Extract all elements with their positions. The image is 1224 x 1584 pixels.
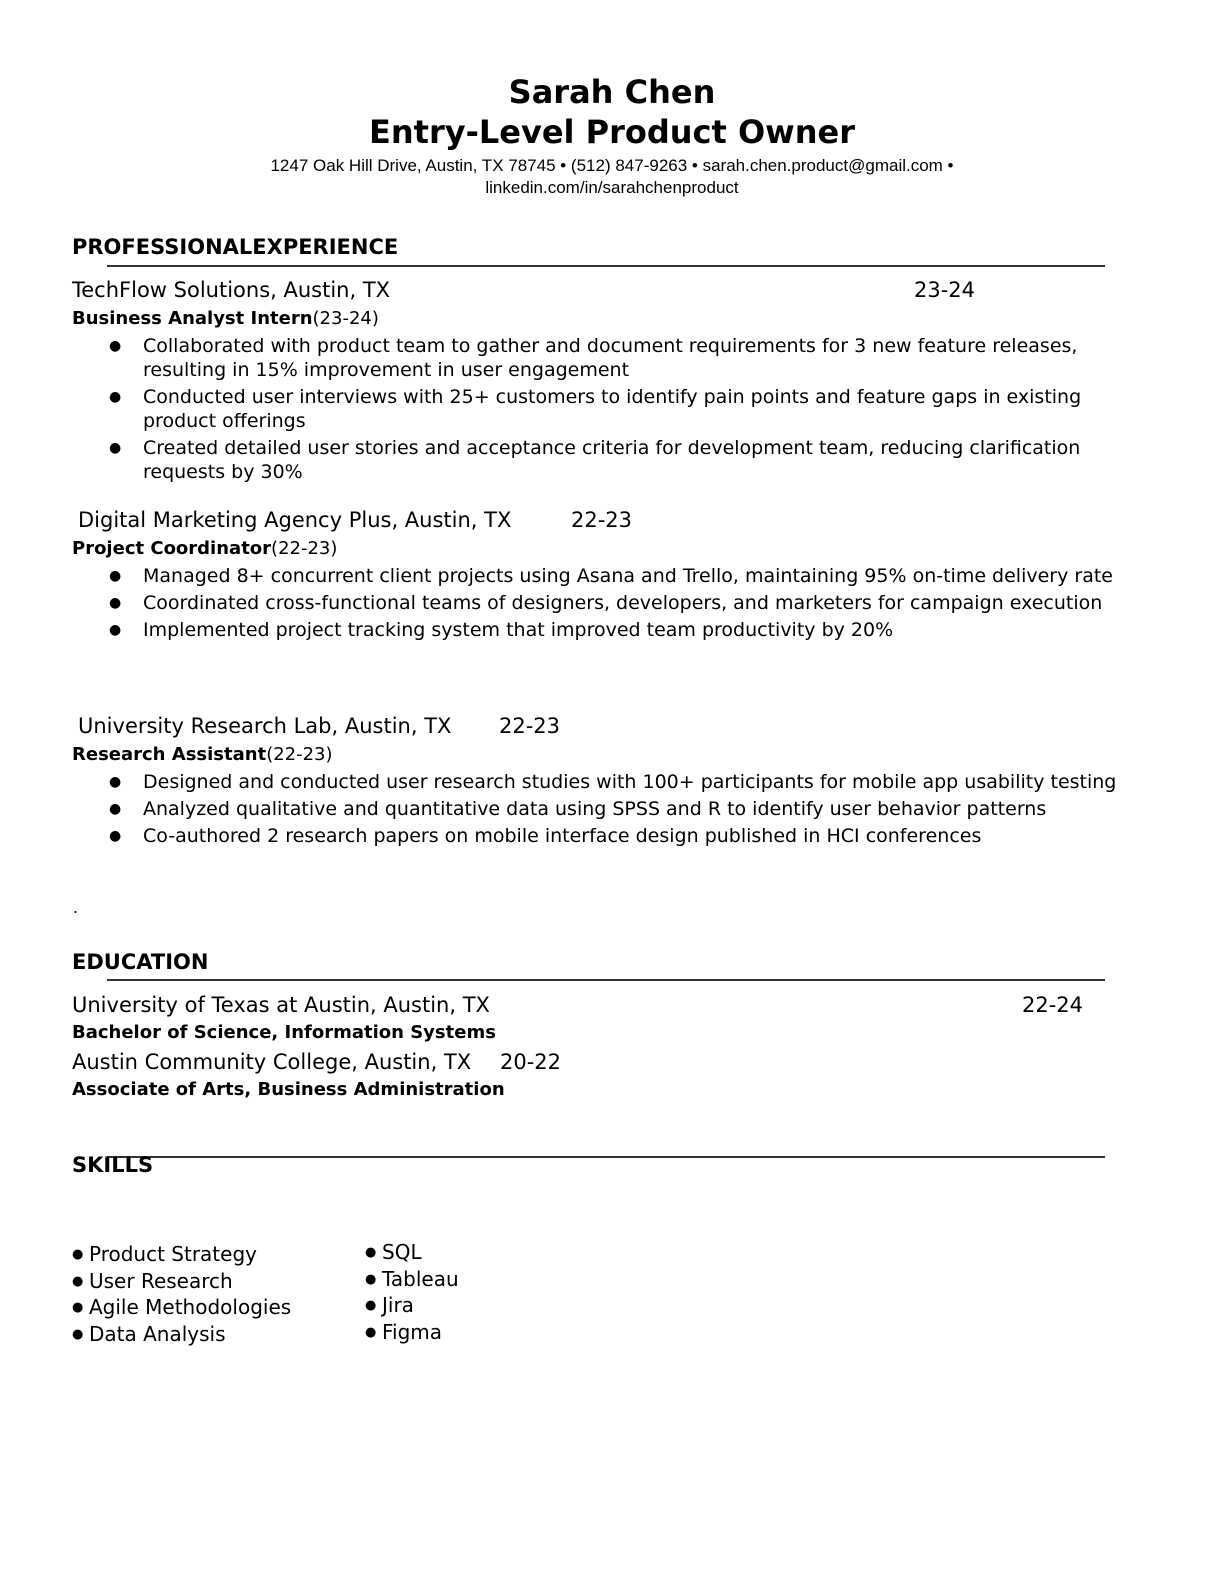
bullet-item	[107, 436, 1137, 484]
bullet-text: Conducted user interviews with 25+ customers to identify pain points and feature gaps in existing product offerings	[143, 386, 1082, 432]
section-heading-skills: SKILLS	[72, 1153, 154, 1177]
skill-label: Agile Methodologies	[89, 1295, 292, 1319]
bullet-text: Analyzed qualitative and quantitative data using SPSS and R to identify user behavior patterns	[143, 798, 1047, 820]
bullet-icon: ●	[109, 338, 122, 354]
bullet-item	[107, 824, 1137, 848]
job-role-dates: (22-23)	[271, 538, 338, 559]
job-role-dates: (23-24)	[312, 308, 379, 329]
candidate-title: Entry-Level Product Owner	[369, 113, 855, 151]
job-organization: Digital Marketing Agency Plus, Austin, TX	[78, 508, 512, 532]
bullet-icon: ●	[365, 1324, 377, 1340]
bullet-icon: ●	[109, 440, 122, 456]
contact-info-line2: linkedin.com/in/sarahchenproduct	[485, 178, 739, 197]
school-dates: 22-24	[1022, 993, 1084, 1017]
bullet-icon: ●	[365, 1245, 377, 1260]
bullet-item	[107, 334, 1137, 382]
skill-item	[72, 1241, 291, 1268]
job-bullets	[107, 770, 1137, 851]
skill-label: Figma	[382, 1319, 443, 1344]
skill-label: Data Analysis	[89, 1321, 226, 1346]
bullet-icon: ●	[72, 1247, 84, 1262]
job-organization: TechFlow Solutions, Austin, TX	[72, 278, 391, 302]
section-heading-education: EDUCATION	[72, 950, 209, 974]
job-dates: 23-24	[914, 278, 976, 302]
skill-item	[365, 1319, 459, 1346]
bullet-item	[107, 591, 1137, 615]
bullet-icon: ●	[72, 1273, 84, 1289]
skill-label: SQL	[382, 1240, 422, 1264]
school-name: Austin Community College, Austin, TX	[72, 1050, 472, 1074]
skill-label: Jira	[382, 1293, 414, 1317]
bullet-text: Co-authored 2 research papers on mobile interface design published in HCI conferences	[143, 825, 982, 847]
skill-item	[365, 1239, 459, 1266]
bullet-icon: ●	[72, 1300, 84, 1315]
job-organization: University Research Lab, Austin, TX	[78, 714, 452, 738]
job-bullets	[107, 564, 1137, 645]
skills-column-1	[72, 1241, 291, 1347]
section-divider	[107, 1156, 1105, 1158]
degree-name: Associate of Arts, Business Administration	[72, 1079, 505, 1100]
stray-period: .	[73, 898, 79, 917]
job-role	[72, 307, 379, 331]
job-role	[72, 743, 333, 767]
section-divider	[107, 265, 1105, 267]
job-role	[72, 537, 337, 561]
skill-item	[72, 1321, 291, 1348]
bullet-text: Implemented project tracking system that improved team productivity by 20%	[143, 619, 894, 641]
job-role-title: Research Assistant	[72, 744, 267, 765]
skill-item	[72, 1268, 291, 1295]
job-dates: 22-23	[571, 508, 633, 532]
bullet-item	[107, 385, 1137, 433]
skill-item	[365, 1292, 459, 1319]
bullet-item	[107, 797, 1137, 821]
bullet-text: Managed 8+ concurrent client projects using Asana and Trello, maintaining 95% on-time delivery rate	[143, 565, 1113, 587]
skill-item	[365, 1266, 459, 1293]
bullet-text: Coordinated cross-functional teams of designers, developers, and marketers for campaign execution	[143, 592, 1103, 614]
school-name: University of Texas at Austin, Austin, TX	[72, 993, 490, 1017]
job-role-title: Project Coordinator	[72, 538, 272, 559]
skill-label: Product Strategy	[89, 1242, 257, 1266]
bullet-icon: ●	[365, 1271, 377, 1287]
bullet-icon: ●	[365, 1298, 377, 1313]
bullet-icon: ●	[109, 774, 122, 790]
job-dates: 22-23	[499, 714, 561, 738]
degree-name: Bachelor of Science, Information Systems	[72, 1022, 496, 1043]
section-divider	[107, 979, 1105, 981]
job-bullets	[107, 334, 1137, 487]
job-role-title: Business Analyst Intern	[72, 308, 313, 329]
contact-info-line1: 1247 Oak Hill Drive, Austin, TX 78745 • (512) 847-9263 • sarah.chen.product@gmail.com •	[270, 156, 954, 175]
skill-item	[72, 1294, 291, 1321]
bullet-item	[107, 564, 1137, 588]
bullet-text: Created detailed user stories and acceptance criteria for development team, reducing clarification requests by 30%	[143, 437, 1081, 483]
school-dates: 20-22	[500, 1050, 562, 1074]
bullet-text: Collaborated with product team to gather and document requirements for 3 new feature releases, resulting in 15% improvement in user engagement	[143, 335, 1078, 381]
skills-column-2	[365, 1239, 459, 1345]
bullet-icon: ●	[109, 595, 122, 611]
bullet-icon: ●	[109, 801, 122, 817]
bullet-icon: ●	[109, 828, 122, 844]
skill-label: User Research	[89, 1268, 233, 1293]
bullet-icon: ●	[109, 622, 122, 638]
bullet-icon: ●	[109, 389, 122, 405]
bullet-item	[107, 770, 1137, 794]
section-heading-experience: PROFESSIONALEXPERIENCE	[72, 235, 399, 259]
job-role-dates: (22-23)	[266, 744, 333, 765]
bullet-text: Designed and conducted user research studies with 100+ participants for mobile app usability testing	[143, 771, 1117, 793]
bullet-item	[107, 618, 1137, 642]
bullet-icon: ●	[109, 568, 122, 584]
bullet-icon: ●	[72, 1326, 84, 1342]
candidate-name: Sarah Chen	[508, 73, 716, 111]
skill-label: Tableau	[382, 1266, 459, 1291]
